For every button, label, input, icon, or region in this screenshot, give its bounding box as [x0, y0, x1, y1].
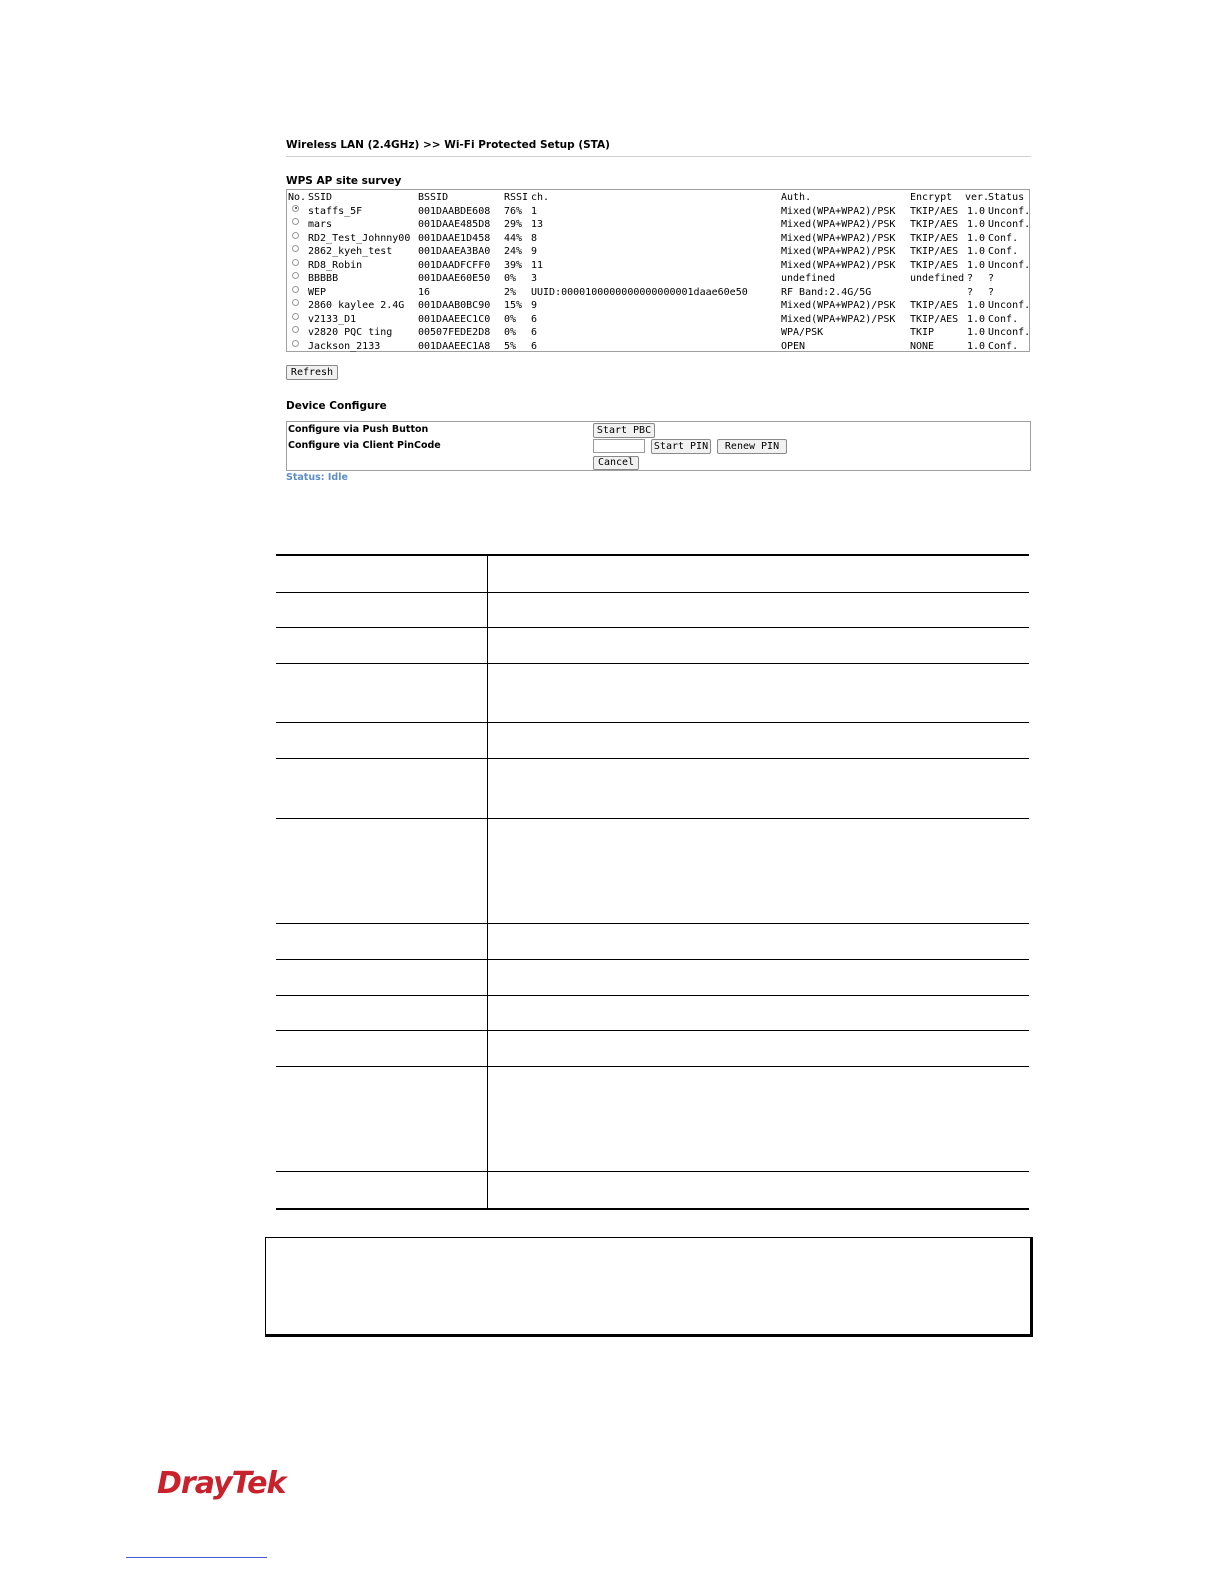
survey-cell-rssi: 76%: [504, 205, 523, 217]
survey-cell-bssid: 001DAAEEC1A8: [418, 340, 491, 352]
survey-cell-ver: ?: [967, 286, 974, 298]
device-configure-title: Device Configure: [286, 400, 387, 412]
survey-cell-rssi: 0%: [504, 313, 517, 325]
survey-cell-ssid: mars: [308, 219, 333, 230]
survey-row-radio[interactable]: [292, 218, 299, 225]
survey-row[interactable]: [287, 286, 1029, 300]
survey-cell-auth: Mixed(WPA+WPA2)/PSK: [781, 219, 896, 230]
survey-row-radio[interactable]: [292, 272, 299, 279]
survey-cell-bssid: 16: [418, 286, 431, 298]
survey-title: WPS AP site survey: [286, 175, 402, 187]
survey-row-radio[interactable]: [292, 286, 299, 293]
survey-row-radio[interactable]: [292, 326, 299, 333]
survey-cell-rssi: 0%: [504, 327, 517, 338]
survey-cell-encrypt: TKIP/AES: [910, 232, 959, 244]
survey-cell-auth: Mixed(WPA+WPA2)/PSK: [781, 300, 896, 311]
header-ssid: SSID: [308, 192, 333, 203]
survey-cell-rssi: 5%: [504, 340, 517, 352]
table-row-divider: [276, 923, 1029, 924]
renew-pin-button[interactable]: Renew PIN: [717, 439, 787, 454]
survey-cell-ch: 6: [531, 327, 538, 338]
survey-cell-ver: 1.0: [967, 232, 986, 244]
header-rssi: RSSI: [504, 192, 529, 203]
survey-row-radio[interactable]: [292, 205, 299, 212]
draytek-logo: DrayTek: [157, 1466, 286, 1501]
survey-cell-status: Unconf.: [988, 300, 1031, 311]
survey-cell-ver: ?: [967, 273, 974, 284]
survey-cell-bssid: 001DAAB0BC90: [418, 300, 491, 311]
cancel-button[interactable]: Cancel: [593, 456, 639, 470]
survey-cell-status: ?: [988, 273, 995, 284]
survey-cell-rssi: 15%: [504, 300, 523, 311]
survey-row[interactable]: [287, 299, 1029, 313]
survey-cell-ver: 1.0: [967, 300, 986, 311]
survey-row-radio[interactable]: [292, 313, 299, 320]
survey-cell-ssid: 2860 kaylee 2.4G: [308, 300, 405, 311]
survey-cell-ssid: 2862_kyeh_test: [308, 246, 393, 257]
survey-table: [286, 189, 1030, 352]
survey-cell-ssid: RD2_Test_Johnny00: [308, 232, 411, 244]
header-divider: [286, 156, 1031, 157]
survey-cell-status: Unconf.: [988, 205, 1031, 217]
survey-cell-auth: RF Band:2.4G/5G: [781, 286, 872, 298]
survey-cell-ch: 8: [531, 232, 538, 244]
table-bottom-border: [276, 1208, 1029, 1210]
survey-cell-ch: 13: [531, 219, 544, 230]
survey-cell-ch: 3: [531, 273, 538, 284]
survey-cell-status: Unconf.: [988, 259, 1031, 271]
survey-header-row: [287, 191, 1029, 205]
survey-row-radio[interactable]: [292, 232, 299, 239]
table-row-divider: [276, 592, 1029, 593]
header-no: No.: [288, 192, 307, 203]
survey-cell-rssi: 0%: [504, 273, 517, 284]
refresh-button[interactable]: Refresh: [286, 365, 338, 380]
survey-row[interactable]: [287, 326, 1029, 340]
survey-cell-ssid: Jackson_2133: [308, 340, 381, 352]
survey-cell-rssi: 29%: [504, 219, 523, 230]
survey-cell-ver: 1.0: [967, 205, 986, 217]
survey-cell-encrypt: TKIP/AES: [910, 300, 959, 311]
survey-cell-bssid: 001DAAE60E50: [418, 273, 491, 284]
survey-cell-auth: WPA/PSK: [781, 327, 824, 338]
table-row-divider: [276, 1171, 1029, 1172]
survey-cell-encrypt: TKIP/AES: [910, 205, 959, 217]
survey-cell-ver: 1.0: [967, 340, 986, 352]
survey-cell-ch: 9: [531, 246, 538, 257]
start-pbc-button[interactable]: Start PBC: [593, 423, 655, 438]
header-auth: Auth.: [781, 192, 812, 203]
survey-row[interactable]: [287, 205, 1029, 219]
table-row-divider: [276, 663, 1029, 664]
survey-row[interactable]: [287, 218, 1029, 232]
table-top-border: [276, 554, 1029, 556]
footer-link-line: [126, 1557, 267, 1558]
survey-cell-encrypt: NONE: [910, 340, 935, 352]
table-row-divider: [276, 818, 1029, 819]
survey-cell-ssid: v2820 PQC ting: [308, 327, 393, 338]
table-row-divider: [276, 758, 1029, 759]
survey-cell-encrypt: TKIP/AES: [910, 219, 959, 230]
survey-cell-bssid: 001DAAE1D458: [418, 232, 491, 244]
survey-cell-status: Conf.: [988, 340, 1019, 352]
table-row-divider: [276, 959, 1029, 960]
survey-cell-bssid: 001DAADFCFF0: [418, 259, 491, 271]
survey-row-radio[interactable]: [292, 245, 299, 252]
survey-cell-bssid: 001DAABDE608: [418, 205, 491, 217]
survey-cell-status: Conf.: [988, 232, 1019, 244]
survey-cell-ver: 1.0: [967, 327, 986, 338]
survey-cell-auth: Mixed(WPA+WPA2)/PSK: [781, 205, 896, 217]
survey-cell-status: Unconf.: [988, 327, 1031, 338]
survey-cell-auth: Mixed(WPA+WPA2)/PSK: [781, 232, 896, 244]
survey-cell-bssid: 001DAAEA3BA0: [418, 246, 491, 257]
survey-row-radio[interactable]: [292, 299, 299, 306]
header-ver: ver.: [965, 192, 990, 203]
survey-cell-ch: 6: [531, 313, 538, 325]
survey-cell-status: Conf.: [988, 246, 1019, 257]
survey-row[interactable]: [287, 245, 1029, 259]
survey-cell-encrypt: undefined: [910, 273, 965, 284]
survey-cell-ssid: v2133_D1: [308, 313, 357, 325]
breadcrumb: Wireless LAN (2.4GHz) >> Wi-Fi Protected Setup (STA): [286, 139, 610, 151]
survey-cell-encrypt: TKIP/AES: [910, 259, 959, 271]
survey-row[interactable]: [287, 259, 1029, 273]
table-row-divider: [276, 627, 1029, 628]
header-status: Status: [988, 192, 1025, 203]
survey-cell-ver: 1.0: [967, 259, 986, 271]
client-pincode-label: Configure via Client PinCode: [288, 440, 441, 451]
survey-cell-ssid: WEP: [308, 286, 327, 298]
survey-cell-bssid: 00507FEDE2D8: [418, 327, 491, 338]
survey-cell-bssid: 001DAAE485D8: [418, 219, 491, 230]
survey-row[interactable]: [287, 340, 1029, 354]
survey-cell-ver: 1.0: [967, 246, 986, 257]
note-box: [265, 1237, 1033, 1337]
device-configure-box: [286, 421, 1031, 471]
survey-cell-auth: Mixed(WPA+WPA2)/PSK: [781, 259, 896, 271]
survey-cell-encrypt: TKIP/AES: [910, 246, 959, 257]
table-row-divider: [276, 722, 1029, 723]
wps-status: Status: Idle: [286, 472, 348, 483]
survey-cell-ver: 1.0: [967, 219, 986, 230]
survey-cell-ch: 1: [531, 205, 538, 217]
start-pin-button[interactable]: Start PIN: [651, 439, 711, 454]
survey-cell-extra: UUID:0000100000000000000001daae60e50: [531, 286, 748, 298]
survey-cell-ssid: BBBBB: [308, 273, 339, 284]
survey-cell-status: ?: [988, 286, 995, 298]
survey-cell-ch: 6: [531, 340, 538, 352]
survey-cell-rssi: 2%: [504, 286, 517, 298]
survey-cell-rssi: 39%: [504, 259, 523, 271]
header-bssid: BSSID: [418, 192, 449, 203]
header-encrypt: Encrypt: [910, 192, 953, 203]
table-row-divider: [276, 1066, 1029, 1067]
table-row-divider: [276, 1030, 1029, 1031]
survey-cell-status: Conf.: [988, 313, 1019, 325]
survey-cell-auth: OPEN: [781, 340, 806, 352]
table-column-divider: [487, 556, 488, 1209]
survey-cell-auth: Mixed(WPA+WPA2)/PSK: [781, 246, 896, 257]
push-button-label: Configure via Push Button: [288, 424, 429, 435]
table-row-divider: [276, 995, 1029, 996]
survey-cell-encrypt: TKIP/AES: [910, 313, 959, 325]
survey-cell-auth: undefined: [781, 273, 836, 284]
survey-cell-ssid: RD8_Robin: [308, 259, 363, 271]
survey-cell-encrypt: TKIP: [910, 327, 935, 338]
survey-cell-ver: 1.0: [967, 313, 986, 325]
survey-row[interactable]: [287, 272, 1029, 286]
survey-cell-ssid: staffs_5F: [308, 205, 363, 217]
survey-cell-ch: 11: [531, 259, 544, 271]
survey-row[interactable]: [287, 232, 1029, 246]
survey-cell-rssi: 24%: [504, 246, 523, 257]
survey-cell-status: Unconf.: [988, 219, 1031, 230]
survey-row-radio[interactable]: [292, 340, 299, 347]
survey-row[interactable]: [287, 313, 1029, 327]
survey-cell-ch: 9: [531, 300, 538, 311]
survey-cell-auth: Mixed(WPA+WPA2)/PSK: [781, 313, 896, 325]
pincode-input[interactable]: [593, 439, 645, 453]
survey-row-radio[interactable]: [292, 259, 299, 266]
header-ch: ch.: [531, 192, 550, 203]
survey-cell-bssid: 001DAAEEC1C0: [418, 313, 491, 325]
survey-cell-rssi: 44%: [504, 232, 523, 244]
